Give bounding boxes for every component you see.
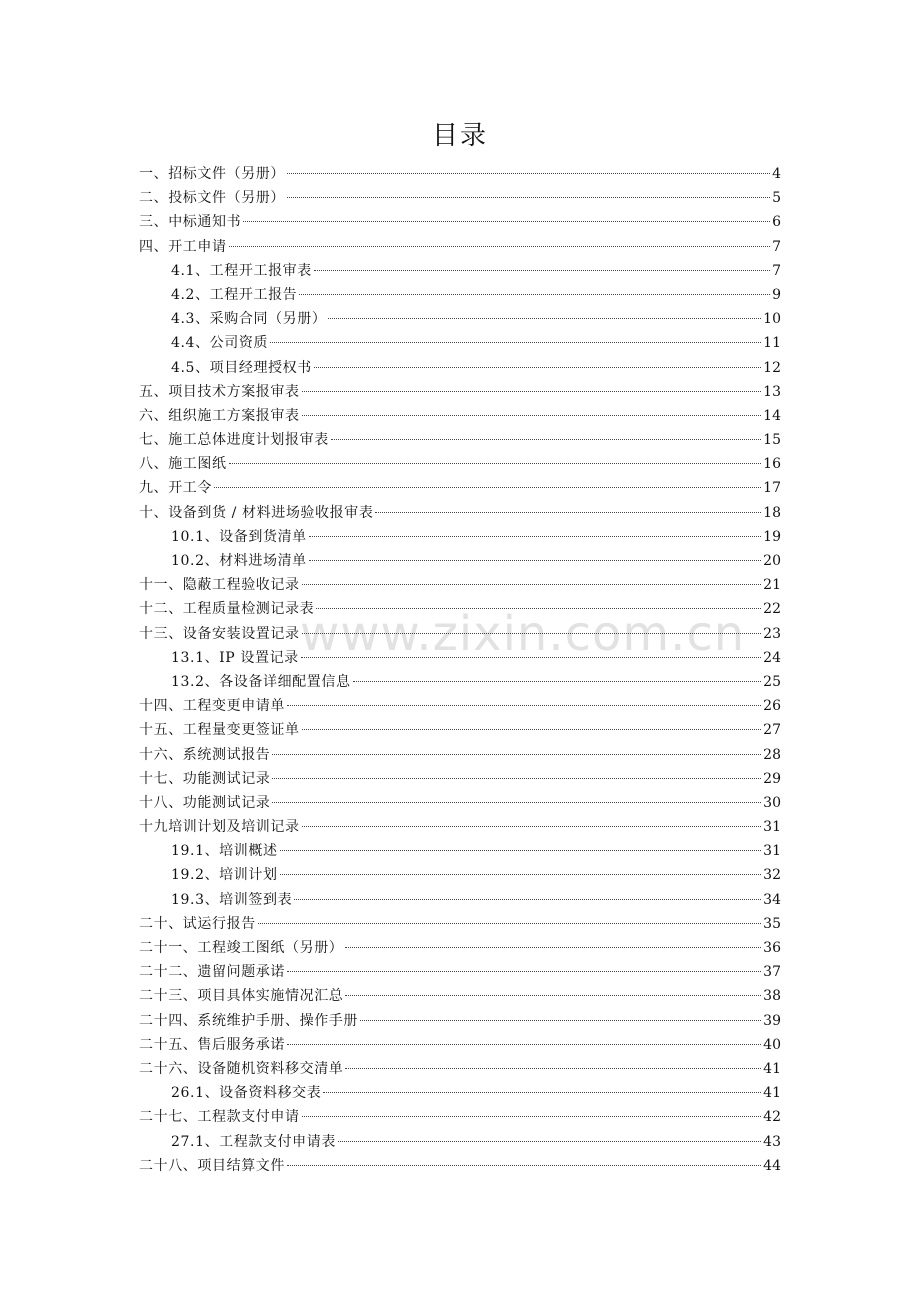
toc-dot-leader (272, 754, 761, 755)
toc-entry-page-number: 28 (763, 746, 781, 763)
toc-entry-page-number: 18 (763, 504, 781, 521)
toc-entry-title: 二十三、项目具体实施情况汇总 (139, 988, 344, 1005)
toc-entry[interactable] (139, 597, 781, 621)
toc-entry-page-number: 44 (763, 1157, 781, 1174)
toc-dot-leader (280, 874, 762, 875)
toc-entry[interactable] (139, 863, 781, 887)
toc-entry-title: 二、投标文件（另册） (139, 190, 285, 207)
toc-entry-page-number: 11 (763, 335, 781, 352)
toc-entry-title: 十一、隐蔽工程验收记录 (139, 577, 300, 594)
toc-entry-page-number: 9 (772, 286, 781, 303)
toc-entry[interactable] (139, 259, 781, 283)
toc-entry[interactable] (139, 1057, 781, 1081)
toc-dot-leader (345, 947, 761, 948)
toc-dot-leader (316, 608, 761, 609)
toc-entry-page-number: 4 (772, 166, 781, 182)
toc-entry-page-number: 14 (763, 407, 781, 424)
toc-dot-leader (309, 560, 761, 561)
toc-entry-title: 二十、试运行报告 (139, 915, 256, 932)
toc-entry-title: 十三、设备安装设置记录 (139, 625, 300, 642)
toc-entry-page-number: 40 (763, 1036, 781, 1053)
toc-entry-title: 十六、系统测试报告 (139, 746, 271, 763)
toc-dot-leader (243, 221, 770, 222)
toc-entry[interactable] (139, 331, 781, 355)
toc-entry[interactable] (139, 694, 781, 718)
toc-entry[interactable] (139, 380, 781, 404)
toc-entry-title: 27.1、工程款支付申请表 (171, 1133, 336, 1150)
watermark: www.zixin.com.cn (300, 606, 746, 662)
toc-title: 目录 (431, 121, 488, 151)
toc-entry[interactable] (139, 356, 781, 380)
toc-dot-leader (338, 1141, 761, 1142)
toc-entry-title: 三、中标通知书 (139, 214, 242, 231)
toc-entry-title: 一、招标文件（另册） (139, 166, 285, 182)
toc-entry[interactable] (139, 815, 781, 839)
toc-entry-page-number: 41 (763, 1060, 781, 1077)
toc-dot-leader (287, 173, 770, 174)
toc-dot-leader (272, 802, 761, 803)
toc-entry-title: 二十七、工程款支付申请 (139, 1109, 300, 1126)
toc-dot-leader (270, 342, 761, 343)
toc-entry-title: 4.2、工程开工报告 (171, 286, 298, 303)
toc-dot-leader (287, 197, 770, 198)
toc-entry[interactable] (139, 186, 781, 210)
toc-entry-title: 五、项目技术方案报审表 (139, 383, 300, 400)
toc-entry-title: 十九培训计划及培训记录 (139, 819, 300, 836)
toc-dot-leader (331, 439, 761, 440)
toc-dot-leader (314, 270, 770, 271)
toc-entry-page-number: 22 (763, 601, 781, 618)
toc-entry[interactable] (139, 1105, 781, 1129)
toc-entry-title: 十二、工程质量检测记录表 (139, 601, 315, 618)
toc-dot-leader (302, 633, 762, 634)
toc-entry-page-number: 6 (772, 214, 781, 231)
toc-dot-leader (272, 778, 761, 779)
toc-entry-page-number: 15 (763, 432, 781, 449)
toc-entry-page-number: 10 (763, 311, 781, 328)
toc-entry-title: 19.3、培训签到表 (171, 891, 293, 908)
toc-entry[interactable] (139, 984, 781, 1008)
toc-entry[interactable] (139, 1081, 781, 1105)
toc-entry-title: 十、设备到货 / 材料进场验收报审表 (139, 504, 374, 521)
toc-entry-title: 九、开工令 (139, 480, 212, 497)
toc-entry-title: 七、施工总体进度计划报审表 (139, 432, 329, 449)
toc-entry[interactable] (139, 767, 781, 791)
toc-dot-leader (299, 294, 770, 295)
toc-dot-leader (258, 923, 761, 924)
toc-entry-page-number: 39 (763, 1012, 781, 1029)
toc-entry-title: 4.5、项目经理授权书 (171, 359, 312, 376)
toc-entry[interactable] (139, 1033, 781, 1057)
toc-entry-title: 4.4、公司资质 (171, 335, 269, 352)
toc-entry-page-number: 5 (772, 190, 781, 207)
toc-entry-page-number: 24 (763, 649, 781, 666)
toc-entry-page-number: 7 (772, 238, 781, 255)
toc-entry-title: 六、组织施工方案报审表 (139, 407, 300, 424)
toc-entry-title: 4.1、工程开工报审表 (171, 262, 312, 279)
toc-entry-page-number: 36 (763, 940, 781, 956)
toc-entry[interactable] (139, 573, 781, 597)
toc-dot-leader (294, 899, 761, 900)
toc-dot-leader (302, 826, 762, 827)
toc-dot-leader (323, 1092, 761, 1093)
toc-entry-title: 4.3、采购合同（另册） (171, 311, 327, 328)
toc-dot-leader (345, 1068, 761, 1069)
toc-entry-title: 26.1、设备资料移交表 (171, 1085, 322, 1102)
toc-entry-title: 二十八、项目结算文件 (139, 1157, 285, 1174)
toc-dot-leader (287, 1044, 761, 1045)
toc-entry-page-number: 21 (763, 577, 781, 594)
toc-entry-title: 十八、功能测试记录 (139, 794, 271, 811)
toc-entry[interactable] (139, 452, 781, 476)
toc-dot-leader (301, 657, 761, 658)
toc-entry[interactable] (139, 791, 781, 815)
toc-dot-leader (345, 995, 761, 996)
toc-entry-title: 四、开工申请 (139, 238, 227, 255)
toc-dot-leader (287, 971, 761, 972)
toc-entry-page-number: 30 (763, 794, 781, 811)
toc-entry-title: 二十五、售后服务承诺 (139, 1036, 285, 1053)
toc-entry-title: 19.1、培训概述 (171, 843, 278, 860)
toc-dot-leader (302, 584, 762, 585)
toc-entry[interactable] (139, 404, 781, 428)
toc-entry-page-number: 42 (763, 1109, 781, 1126)
toc-dot-leader (287, 705, 761, 706)
toc-dot-leader (360, 1020, 761, 1021)
toc-entry-title: 二十六、设备随机资料移交清单 (139, 1060, 344, 1077)
toc-entry-title: 十四、工程变更申请单 (139, 698, 285, 715)
toc-entry-title: 二十四、系统维护手册、操作手册 (139, 1012, 358, 1029)
toc-entry-page-number: 7 (772, 262, 781, 279)
toc-entry[interactable] (139, 912, 781, 936)
toc-entry[interactable] (139, 549, 781, 573)
toc-entry[interactable] (139, 525, 781, 549)
toc-entry-page-number: 29 (763, 770, 781, 787)
toc-dot-leader (328, 318, 761, 319)
toc-entry[interactable] (139, 162, 781, 186)
toc-entry[interactable] (139, 307, 781, 331)
toc-entry-title: 10.1、设备到货清单 (171, 528, 307, 545)
toc-entry[interactable] (139, 646, 781, 670)
toc-dot-leader (353, 681, 762, 682)
toc-entry[interactable] (139, 960, 781, 984)
toc-entry[interactable] (139, 1154, 781, 1178)
toc-entry[interactable] (139, 888, 781, 912)
toc-entry-page-number: 25 (763, 673, 781, 690)
toc-entry-page-number: 20 (763, 553, 781, 569)
toc-entry[interactable] (139, 1009, 781, 1033)
toc-entry-page-number: 16 (763, 456, 781, 473)
toc-entry-title: 13.1、IP 设置记录 (171, 649, 299, 666)
toc-entry-page-number: 38 (763, 988, 781, 1005)
toc-entry-page-number: 34 (763, 891, 781, 908)
toc-entry[interactable] (139, 235, 781, 259)
toc-dot-leader (229, 246, 770, 247)
toc-dot-leader (229, 463, 762, 464)
toc-entry[interactable] (139, 1130, 781, 1154)
toc-dot-leader (302, 1116, 762, 1117)
toc-entry-page-number: 41 (763, 1085, 781, 1102)
toc-entry-page-number: 32 (763, 867, 781, 884)
toc-dot-leader (280, 850, 762, 851)
toc-entry-page-number: 13 (763, 383, 781, 400)
toc-entry-title: 二十一、工程竣工图纸（另册） (139, 940, 344, 956)
toc-entry-page-number: 43 (763, 1133, 781, 1150)
toc-entry[interactable] (139, 283, 781, 307)
toc-list (139, 162, 781, 1178)
toc-entry-page-number: 31 (763, 819, 781, 836)
toc-entry[interactable] (139, 501, 781, 525)
toc-entry[interactable] (139, 622, 781, 646)
toc-entry-page-number: 27 (763, 722, 781, 739)
toc-entry-title: 10.2、材料进场清单 (171, 553, 307, 569)
toc-entry-page-number: 19 (763, 528, 781, 545)
toc-dot-leader (302, 415, 762, 416)
toc-entry-page-number: 12 (763, 359, 781, 376)
toc-entry[interactable] (139, 210, 781, 234)
toc-entry[interactable] (139, 428, 781, 452)
toc-dot-leader (302, 391, 762, 392)
toc-dot-leader (287, 1165, 761, 1166)
toc-entry[interactable] (139, 936, 781, 960)
toc-dot-leader (214, 487, 761, 488)
toc-entry[interactable] (139, 476, 781, 500)
toc-entry-page-number: 17 (763, 480, 781, 497)
toc-dot-leader (375, 512, 761, 513)
toc-entry-title: 19.2、培训计划 (171, 867, 278, 884)
toc-entry[interactable] (139, 718, 781, 742)
toc-entry-title: 八、施工图纸 (139, 456, 227, 473)
toc-entry[interactable] (139, 743, 781, 767)
toc-dot-leader (309, 536, 761, 537)
toc-entry-page-number: 31 (763, 843, 781, 860)
toc-entry[interactable] (139, 670, 781, 694)
toc-dot-leader (314, 367, 761, 368)
toc-entry-page-number: 23 (763, 625, 781, 642)
toc-entry-title: 十五、工程量变更签证单 (139, 722, 300, 739)
toc-entry-page-number: 35 (763, 915, 781, 932)
toc-entry-page-number: 26 (763, 698, 781, 715)
toc-entry-page-number: 37 (763, 964, 781, 981)
toc-entry-title: 13.2、各设备详细配置信息 (171, 673, 351, 690)
toc-entry-title: 二十二、遗留问题承诺 (139, 964, 285, 981)
toc-entry[interactable] (139, 839, 781, 863)
toc-dot-leader (302, 729, 762, 730)
toc-entry-title: 十七、功能测试记录 (139, 770, 271, 787)
